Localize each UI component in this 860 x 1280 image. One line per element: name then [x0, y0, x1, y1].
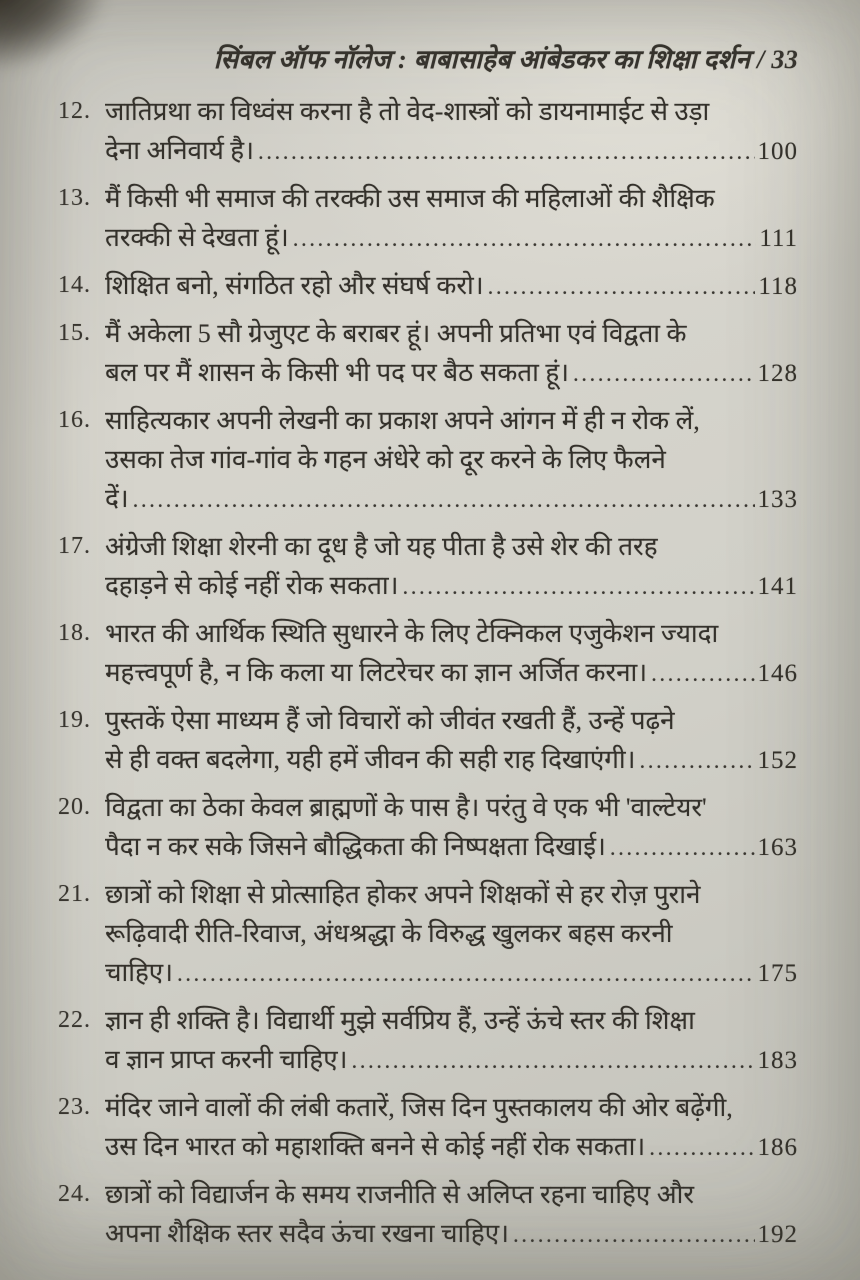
- item-lastline: [105, 827, 798, 867]
- item-line: ज्ञान ही शक्ति है। विद्यार्थी मुझे सर्वप्रिय हैं, उन्हें ऊंचे स्तर की शिक्षा: [105, 1006, 695, 1035]
- item-lastline: [105, 266, 798, 306]
- dot-leader: [610, 827, 755, 867]
- item-number: 20.: [58, 794, 91, 820]
- item-lastline: [105, 1127, 798, 1167]
- item-line: चाहिए।: [105, 958, 174, 987]
- dot-leader: [513, 1214, 755, 1254]
- toc-item: [58, 179, 798, 258]
- item-lastline: [105, 353, 798, 393]
- page-number: 133: [757, 486, 798, 513]
- item-line: मैं किसी भी समाज की तरक्की उस समाज की महिलाओं की शैक्षिक: [105, 184, 715, 213]
- toc-item: [58, 92, 798, 171]
- toc-item: [58, 701, 798, 780]
- page-number: 128: [757, 360, 798, 387]
- item-number: 21.: [58, 881, 91, 907]
- item-number: 23.: [58, 1094, 91, 1120]
- item-line: उसका तेज गांव-गांव के गहन अंधेरे को दूर करने के लिए फैलने: [105, 445, 666, 474]
- item-number: 18.: [58, 620, 91, 646]
- toc-item: [58, 266, 798, 306]
- dot-leader: [293, 218, 757, 258]
- item-line: अपना शैक्षिक स्तर सदैव ऊंचा रखना चाहिए।: [105, 1219, 509, 1248]
- page-number: 163: [757, 834, 798, 861]
- item-number: 17.: [58, 533, 91, 559]
- item-line: बल पर मैं शासन के किसी भी पद पर बैठ सकता हूं।: [105, 358, 570, 387]
- item-lastline: [105, 653, 798, 693]
- toc-item: [58, 1001, 798, 1080]
- dot-leader: [640, 740, 755, 780]
- item-line: पुस्तकें ऐसा माध्यम हैं जो विचारों को जीवंत रखती हैं, उन्हें पढ़ने: [105, 706, 675, 735]
- page-number: 192: [757, 1221, 798, 1248]
- item-line: दहाड़ने से कोई नहीं रोक सकता।: [105, 571, 399, 600]
- item-number: 24.: [58, 1181, 91, 1207]
- item-line: मैं अकेला 5 सौ ग्रेजुएट के बराबर हूं। अपनी प्रतिभा एवं विद्वता के: [105, 319, 687, 348]
- item-lastline: [105, 218, 798, 258]
- dot-leader: [133, 479, 755, 519]
- item-line: रूढ़िवादी रीति-रिवाज, अंधश्रद्धा के विरुद्ध खुलकर बहस करनी: [105, 919, 673, 948]
- running-header: सिंबल ऑफ नॉलेज : बाबासाहेब आंबेडकर का शिक्षा दर्शन / 33: [213, 45, 798, 74]
- dot-leader: [177, 953, 754, 993]
- item-lastline: [105, 1214, 798, 1254]
- item-lastline: [105, 740, 798, 780]
- dot-leader: [351, 1040, 754, 1080]
- item-line: देना अनिवार्य है।: [105, 136, 254, 165]
- page-number: 100: [757, 138, 798, 165]
- toc-item: [58, 788, 798, 867]
- item-number: 12.: [58, 98, 91, 124]
- toc-item: [58, 527, 798, 606]
- page-number: 111: [759, 225, 798, 252]
- item-line: व ज्ञान प्राप्त करनी चाहिए।: [105, 1045, 348, 1074]
- item-number: 16.: [58, 407, 91, 433]
- item-number: 15.: [58, 320, 91, 346]
- page-number: 175: [757, 960, 798, 987]
- item-lastline: [105, 479, 798, 519]
- item-lastline: [105, 131, 798, 171]
- item-line: महत्त्वपूर्ण है, न कि कला या लिटरेचर का ज्ञान अर्जित करना।: [105, 658, 648, 687]
- item-line: पैदा न कर सके जिसने बौद्धिकता की निष्पक्षता दिखाई।: [105, 832, 606, 861]
- item-number: 13.: [58, 185, 91, 211]
- item-number: 22.: [58, 1007, 91, 1033]
- toc-list: [58, 92, 798, 1254]
- item-line: दें।: [105, 484, 129, 513]
- page-number: 141: [757, 573, 798, 600]
- item-line: छात्रों को विद्यार्जन के समय राजनीति से अलिप्त रहना चाहिए और: [105, 1180, 694, 1209]
- page-number: 118: [758, 273, 798, 300]
- item-line: उस दिन भारत को महाशक्ति बनने से कोई नहीं रोक सकता।: [105, 1132, 646, 1161]
- dot-leader: [649, 1127, 754, 1167]
- item-line: तरक्की से देखता हूं।: [105, 223, 289, 252]
- toc-item: [58, 314, 798, 393]
- toc-item: [58, 1088, 798, 1167]
- item-line: साहित्यकार अपनी लेखनी का प्रकाश अपने आंगन में ही न रोक लें,: [105, 406, 700, 435]
- toc-item: [58, 614, 798, 693]
- page-number: 186: [757, 1134, 798, 1161]
- item-line: भारत की आर्थिक स्थिति सुधारने के लिए टेक्निकल एजुकेशन ज्यादा: [105, 619, 719, 648]
- item-lastline: [105, 1040, 798, 1080]
- item-lastline: [105, 566, 798, 606]
- dot-leader: [403, 566, 755, 606]
- page-number: 146: [757, 660, 798, 687]
- item-line: से ही वक्त बदलेगा, यही हमें जीवन की सही राह दिखाएंगी।: [105, 745, 636, 774]
- page-number: 152: [757, 747, 798, 774]
- item-line: शिक्षित बनो, संगठित रहो और संघर्ष करो।: [105, 271, 484, 300]
- item-line: छात्रों को शिक्षा से प्रोत्साहित होकर अपने शिक्षकों से हर रोज़ पुराने: [105, 880, 701, 909]
- dot-leader: [488, 266, 756, 306]
- page-number: 183: [757, 1047, 798, 1074]
- item-line: विद्वता का ठेका केवल ब्राह्मणों के पास है। परंतु वे एक भी 'वाल्टेयर': [105, 793, 707, 822]
- dot-leader: [573, 353, 754, 393]
- toc-item: [58, 401, 798, 519]
- item-line: मंदिर जाने वालों की लंबी कतारें, जिस दिन पुस्तकालय की ओर बढ़ेंगी,: [105, 1093, 733, 1122]
- item-lastline: [105, 953, 798, 993]
- toc-item: [58, 875, 798, 993]
- dot-leader: [651, 653, 754, 693]
- item-number: 19.: [58, 707, 91, 733]
- toc-item: [58, 1175, 798, 1254]
- dot-leader: [258, 131, 755, 171]
- item-line: अंग्रेजी शिक्षा शेरनी का दूध है जो यह पीता है उसे शेर की तरह: [105, 532, 658, 561]
- item-number: 14.: [58, 272, 91, 298]
- item-line: जातिप्रथा का विध्वंस करना है तो वेद-शास्त्रों को डायनामाईट से उड़ा: [105, 97, 710, 126]
